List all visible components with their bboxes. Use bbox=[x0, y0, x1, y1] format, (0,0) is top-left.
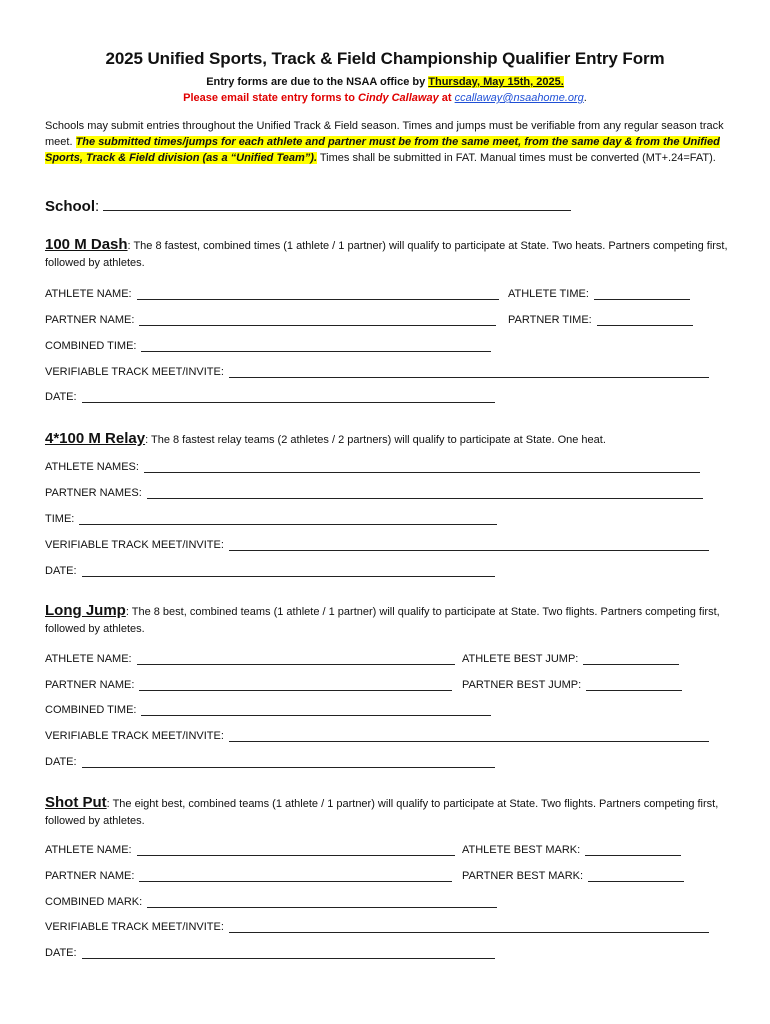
lj-combined-time-line[interactable] bbox=[141, 704, 491, 716]
dash-combined-time-line[interactable] bbox=[141, 340, 491, 352]
dash-section-header bbox=[45, 236, 735, 272]
relay-meet-line[interactable] bbox=[229, 539, 709, 551]
due-date: Thursday, May 15th, 2025. bbox=[428, 76, 564, 88]
dash-partner-time-field bbox=[508, 314, 693, 326]
shot-put-description: : The eight best, combined teams (1 athlete / 1 partner) will qualify to participate at State. Two flights. Partners competing first, followed by athletes. bbox=[45, 798, 719, 827]
sp-partner-name-field bbox=[45, 870, 452, 882]
lj-meet-field bbox=[45, 730, 709, 742]
shot-put-section-header bbox=[45, 794, 735, 830]
sp-athlete-best-field bbox=[462, 844, 681, 856]
lj-athlete-best-label: ATHLETE BEST JUMP: bbox=[462, 653, 579, 665]
dash-date-label: DATE: bbox=[45, 391, 77, 403]
relay-partner-names-line[interactable] bbox=[147, 487, 703, 499]
sp-athlete-name-label: ATHLETE NAME: bbox=[45, 844, 132, 856]
relay-time-line[interactable] bbox=[79, 513, 497, 525]
lj-partner-name-line[interactable] bbox=[139, 679, 452, 691]
relay-date-line[interactable] bbox=[82, 565, 495, 577]
lj-combined-time-field bbox=[45, 704, 491, 716]
sp-athlete-best-label: ATHLETE BEST MARK: bbox=[462, 844, 581, 856]
relay-meet-field bbox=[45, 539, 709, 551]
intro-text-1: Schools may submit entries throughout the Unified Track & Field season. Times and jumps must be verifiable from any regular season track meet. bbox=[45, 120, 724, 148]
sp-partner-best-label: PARTNER BEST MARK: bbox=[462, 870, 584, 882]
lj-date-label: DATE: bbox=[45, 756, 77, 768]
due-prefix: Entry forms are due to the NSAA office by bbox=[206, 76, 429, 88]
dash-meet-label: VERIFIABLE TRACK MEET/INVITE: bbox=[45, 366, 224, 378]
lj-meet-line[interactable] bbox=[229, 730, 709, 742]
dash-athlete-name-line[interactable] bbox=[137, 288, 499, 300]
lj-athlete-best-field bbox=[462, 653, 679, 665]
email-prefix: Please email state entry forms to bbox=[183, 92, 358, 104]
dash-heading: 100 M Dash bbox=[45, 236, 128, 253]
long-jump-section-header bbox=[45, 602, 735, 638]
relay-time-label: TIME: bbox=[45, 513, 75, 525]
long-jump-heading: Long Jump bbox=[45, 602, 126, 619]
school-label: School bbox=[45, 198, 96, 215]
school-colon: : bbox=[95, 198, 100, 215]
sp-athlete-name-line[interactable] bbox=[137, 844, 455, 856]
sp-meet-field bbox=[45, 921, 709, 933]
due-date-line bbox=[0, 76, 770, 88]
dash-athlete-time-label: ATHLETE TIME: bbox=[508, 288, 589, 300]
sp-partner-best-line[interactable] bbox=[588, 870, 684, 882]
lj-date-field bbox=[45, 756, 495, 768]
sp-date-line[interactable] bbox=[82, 947, 495, 959]
lj-athlete-name-field bbox=[45, 653, 455, 665]
lj-partner-name-field bbox=[45, 679, 452, 691]
dash-meet-line[interactable] bbox=[229, 366, 709, 378]
sp-partner-name-line[interactable] bbox=[139, 870, 452, 882]
lj-meet-label: VERIFIABLE TRACK MEET/INVITE: bbox=[45, 730, 224, 742]
lj-partner-best-field bbox=[462, 679, 682, 691]
email-line bbox=[0, 92, 770, 104]
long-jump-description: : The 8 best, combined teams (1 athlete / 1 partner) will qualify to participate at State. Two flights. Partners competing first, followed by athletes. bbox=[45, 606, 720, 635]
relay-athlete-names-line[interactable] bbox=[144, 461, 700, 473]
dash-meet-field bbox=[45, 366, 709, 378]
relay-athlete-names-label: ATHLETE NAMES: bbox=[45, 461, 139, 473]
relay-section-header bbox=[45, 430, 735, 449]
sp-meet-line[interactable] bbox=[229, 921, 709, 933]
lj-combined-time-label: COMBINED TIME: bbox=[45, 704, 137, 716]
dash-partner-time-label: PARTNER TIME: bbox=[508, 314, 592, 326]
dash-description: : The 8 fastest, combined times (1 athlete / 1 partner) will qualify to participate at State. Two heats. Partners competing first, followed by athletes. bbox=[45, 240, 728, 269]
relay-heading: 4*100 M Relay bbox=[45, 430, 146, 447]
sp-partner-best-field bbox=[462, 870, 684, 882]
dash-partner-time-line[interactable] bbox=[597, 314, 693, 326]
shot-put-heading: Shot Put bbox=[45, 794, 107, 811]
dash-partner-name-field bbox=[45, 314, 496, 326]
lj-athlete-name-line[interactable] bbox=[137, 653, 455, 665]
sp-athlete-name-field bbox=[45, 844, 455, 856]
relay-athlete-names-field bbox=[45, 461, 700, 473]
email-suffix: . bbox=[583, 92, 587, 104]
sp-date-label: DATE: bbox=[45, 947, 77, 959]
dash-athlete-time-field bbox=[508, 288, 690, 300]
relay-time-field bbox=[45, 513, 497, 525]
school-field bbox=[45, 198, 571, 215]
sp-combined-mark-line[interactable] bbox=[147, 896, 497, 908]
sp-partner-name-label: PARTNER NAME: bbox=[45, 870, 135, 882]
form-title: 2025 Unified Sports, Track & Field Championship Qualifier Entry Form bbox=[105, 49, 665, 68]
dash-date-line[interactable] bbox=[82, 391, 495, 403]
dash-date-field bbox=[45, 391, 495, 403]
lj-partner-name-label: PARTNER NAME: bbox=[45, 679, 135, 691]
dash-combined-time-field bbox=[45, 340, 491, 352]
email-at: at bbox=[438, 92, 455, 104]
dash-athlete-name-field bbox=[45, 288, 499, 300]
relay-date-field bbox=[45, 565, 495, 577]
dash-athlete-name-label: ATHLETE NAME: bbox=[45, 288, 132, 300]
relay-description: : The 8 fastest relay teams (2 athletes / 2 partners) will qualify to participate at State. One heat. bbox=[145, 434, 606, 446]
relay-meet-label: VERIFIABLE TRACK MEET/INVITE: bbox=[45, 539, 224, 551]
intro-highlight: The submitted times/jumps for each athlete and partner must be from the same meet, from the same day & from the Unified Sports, Track & Field division (as a “Unified Team”). bbox=[45, 136, 720, 164]
email-link[interactable]: ccallaway@nsaahome.org bbox=[454, 92, 584, 104]
lj-partner-best-line[interactable] bbox=[586, 679, 682, 691]
dash-athlete-time-line[interactable] bbox=[594, 288, 690, 300]
school-input-line[interactable] bbox=[103, 210, 571, 211]
sp-date-field bbox=[45, 947, 495, 959]
dash-combined-time-label: COMBINED TIME: bbox=[45, 340, 137, 352]
intro-paragraph bbox=[45, 118, 735, 166]
lj-athlete-name-label: ATHLETE NAME: bbox=[45, 653, 132, 665]
sp-combined-mark-label: COMBINED MARK: bbox=[45, 896, 143, 908]
sp-athlete-best-line[interactable] bbox=[585, 844, 681, 856]
lj-date-line[interactable] bbox=[82, 756, 495, 768]
sp-combined-mark-field bbox=[45, 896, 497, 908]
lj-athlete-best-line[interactable] bbox=[583, 653, 679, 665]
relay-partner-names-label: PARTNER NAMES: bbox=[45, 487, 142, 499]
sp-meet-label: VERIFIABLE TRACK MEET/INVITE: bbox=[45, 921, 224, 933]
relay-partner-names-field bbox=[45, 487, 703, 499]
intro-text-2: Times shall be submitted in FAT. Manual times must be converted (MT+.24=FAT). bbox=[317, 152, 716, 164]
relay-date-label: DATE: bbox=[45, 565, 77, 577]
lj-partner-best-label: PARTNER BEST JUMP: bbox=[462, 679, 582, 691]
dash-partner-name-label: PARTNER NAME: bbox=[45, 314, 135, 326]
contact-name: Cindy Callaway bbox=[358, 92, 439, 104]
dash-partner-name-line[interactable] bbox=[139, 314, 496, 326]
